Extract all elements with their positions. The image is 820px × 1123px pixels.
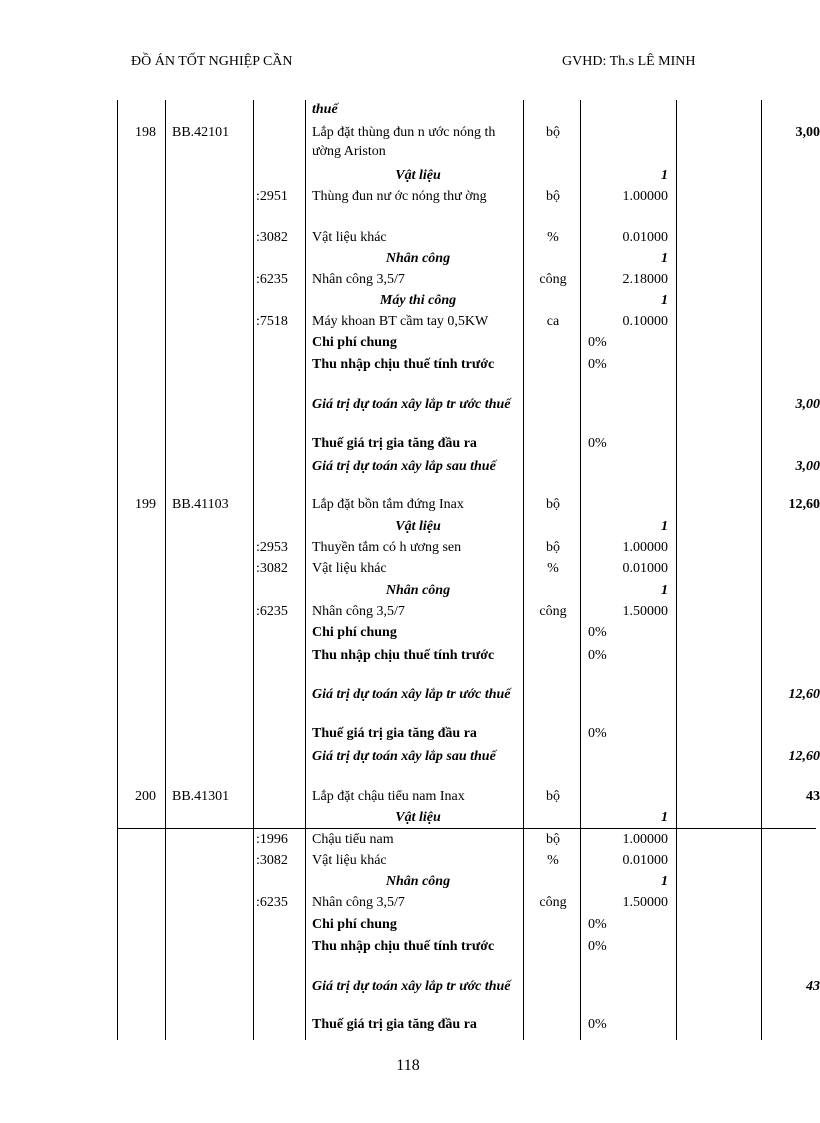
cost-estimate-table <box>0 100 820 1040</box>
item-description: Lắp đặt thùng đun n ước nóng th ường Ariston <box>312 125 496 159</box>
col-divider <box>676 100 677 1040</box>
item-description: Nhân công 3,5/7 <box>312 604 405 619</box>
item-code: BB.42101 <box>172 125 230 140</box>
unit: bộ <box>546 189 560 204</box>
page-number: 118 <box>396 1057 420 1074</box>
unit: công <box>539 895 567 910</box>
item-description: Vật liệu <box>395 168 441 183</box>
item-description: Thuyền tắm có h ương sen <box>312 540 462 555</box>
quantity: 0.01000 <box>622 230 668 245</box>
quantity: 1 <box>661 168 668 183</box>
amount: 3,00 <box>795 459 820 474</box>
col-divider <box>253 100 254 1040</box>
item-description: Vật liệu khác <box>312 561 387 576</box>
item-description: Vật liệu <box>395 519 441 534</box>
percentage: 0% <box>588 1017 607 1032</box>
resource-code: :6235 <box>256 604 288 619</box>
amount: 3,00 <box>795 125 820 140</box>
percentage: 0% <box>588 357 607 372</box>
unit: công <box>539 272 567 287</box>
amount: 3,00 <box>795 397 820 412</box>
item-description: Thu nhập chịu thuế tính trước <box>312 357 495 372</box>
quantity: 2.18000 <box>622 272 668 287</box>
item-description: Máy thi công <box>379 293 457 308</box>
quantity: 1 <box>661 293 668 308</box>
unit: bộ <box>546 540 560 555</box>
quantity: 0.01000 <box>622 561 668 576</box>
amount: 12,60 <box>788 497 820 512</box>
percentage: 0% <box>588 648 607 663</box>
quantity: 1.00000 <box>622 189 668 204</box>
col-divider <box>117 100 118 1040</box>
header-right: GVHD: Th.s LÊ MINH <box>562 54 696 69</box>
item-description: Vật liệu khác <box>312 230 387 245</box>
item-description: Giá trị dự toán xây lắp tr ước thuế <box>312 687 511 702</box>
item-number: 199 <box>135 497 156 512</box>
quantity: 1.50000 <box>622 604 668 619</box>
quantity: 0.10000 <box>622 314 668 329</box>
item-description: Lắp đặt chậu tiểu nam Inax <box>312 789 465 804</box>
item-description: Giá trị dự toán xây lắp tr ước thuế <box>312 979 511 994</box>
resource-code: :2953 <box>256 540 288 555</box>
unit: bộ <box>546 832 560 847</box>
item-number: 200 <box>135 789 156 804</box>
unit: % <box>547 853 559 868</box>
col-divider <box>761 100 762 1040</box>
quantity: 0.01000 <box>622 853 668 868</box>
item-description: Vật liệu <box>395 810 441 825</box>
resource-code: :2951 <box>256 189 288 204</box>
resource-code: :3082 <box>256 561 288 576</box>
percentage: 0% <box>588 436 607 451</box>
unit: công <box>539 604 567 619</box>
item-description: Giá trị dự toán xây lắp tr ước thuế <box>312 397 511 412</box>
quantity: 1 <box>661 874 668 889</box>
item-description: Nhân công <box>385 583 451 598</box>
item-description: Thuế giá trị gia tăng đầu ra <box>312 1017 477 1032</box>
resource-code: :6235 <box>256 272 288 287</box>
item-description: Giá trị dự toán xây lắp sau thuế <box>312 459 496 474</box>
item-description: Nhân công 3,5/7 <box>312 895 405 910</box>
resource-code: :3082 <box>256 230 288 245</box>
item-description: thuế <box>312 102 338 117</box>
quantity: 1.00000 <box>622 540 668 555</box>
item-description: Nhân công 3,5/7 <box>312 272 405 287</box>
unit: % <box>547 230 559 245</box>
item-description: Thu nhập chịu thuế tính trước <box>312 648 495 663</box>
quantity: 1 <box>661 251 668 266</box>
resource-code: :6235 <box>256 895 288 910</box>
item-code: BB.41103 <box>172 497 229 512</box>
quantity: 1 <box>661 519 668 534</box>
item-description: Lắp đặt bồn tắm đứng Inax <box>312 497 464 512</box>
item-description: Nhân công <box>385 251 451 266</box>
amount: 12,60 <box>788 749 820 764</box>
percentage: 0% <box>588 917 607 932</box>
unit: bộ <box>546 497 560 512</box>
col-divider <box>305 100 306 1040</box>
item-description: Thu nhập chịu thuế tính trước <box>312 939 495 954</box>
percentage: 0% <box>588 939 607 954</box>
header-left: ĐỒ ÁN TỐT NGHIỆP CẦN <box>131 54 293 69</box>
amount: 43 <box>806 979 820 994</box>
resource-code: :1996 <box>256 832 288 847</box>
item-description: Nhân công <box>385 874 451 889</box>
item-description: Thuế giá trị gia tăng đầu ra <box>312 436 477 451</box>
item-description: Thuế giá trị gia tăng đầu ra <box>312 726 477 741</box>
unit: bộ <box>546 789 560 804</box>
item-code: BB.41301 <box>172 789 230 804</box>
item-description: Vật liệu khác <box>312 853 387 868</box>
percentage: 0% <box>588 335 607 350</box>
item-description: Máy khoan BT cầm tay 0,5KW <box>312 314 489 329</box>
percentage: 0% <box>588 726 607 741</box>
unit: % <box>547 561 559 576</box>
amount: 12,60 <box>788 687 820 702</box>
row-divider <box>117 828 816 829</box>
item-number: 198 <box>135 125 156 140</box>
unit: bộ <box>546 125 560 140</box>
resource-code: :3082 <box>256 853 288 868</box>
quantity: 1 <box>661 810 668 825</box>
percentage: 0% <box>588 625 607 640</box>
quantity: 1.00000 <box>622 832 668 847</box>
item-description: Chi phí chung <box>312 917 397 932</box>
item-description: Chi phí chung <box>312 625 397 640</box>
item-description: Thùng đun nư ớc nóng thư ờng <box>312 189 487 204</box>
col-divider <box>165 100 166 1040</box>
item-description: Giá trị dự toán xây lắp sau thuế <box>312 749 496 764</box>
quantity: 1.50000 <box>622 895 668 910</box>
unit: ca <box>546 314 560 329</box>
item-description: Chi phí chung <box>312 335 397 350</box>
quantity: 1 <box>661 583 668 598</box>
resource-code: :7518 <box>256 314 288 329</box>
amount: 43 <box>806 789 820 804</box>
item-description: Chậu tiểu nam <box>312 832 394 847</box>
